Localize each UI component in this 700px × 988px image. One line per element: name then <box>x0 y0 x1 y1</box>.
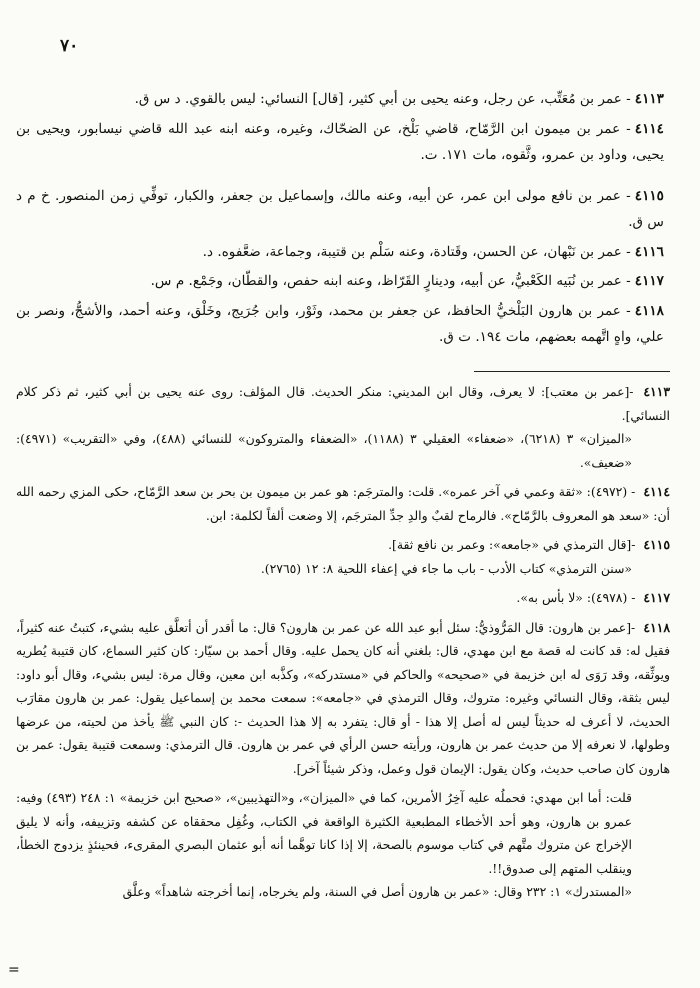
note-text: -[عمر بن معتب]: لا يعرف، وقال ابن المديني: منكر الحديث. قال المؤلف: روى عنه يحيى بن أبي كثير، ثم ذكر كلام النسائي]. <box>16 384 670 423</box>
entry-text: - عمر بن مُعَتِّب، عن رجل، وعنه يحيى بن أبي كثير، [قال] النسائي: ليس بالقوي. د س ق. <box>134 91 631 107</box>
closing-paragraph: قلت: أما ابن مهدي: فحملُه عليه آخِرُ الأمرين، كما في «الميزان»، و«التهذيبين»، «صحيح ابن خزيمة» ١: ٢٤٨ (٤٩٣) وفيه: عمرو بن هارون، وهو أحد الأخطاء المطبعية الكثيرة الواقعة في الكتاب، وغُفِل محققاه عن كشفه وتزييفه، وأنه لا يليق الإخراج عن متروك متَّهم في كتاب موسوم بالصحة، إلا إذا كانا توهَّما أنه أبو عثمان البصري المقرىء، فحينئذٍ يزدوج الخطأ، وينقلب المتهم إلى صدوق!!. <box>16 790 632 876</box>
entry-number: ٤١١٤ <box>634 120 664 137</box>
note-4113 <box>16 380 670 427</box>
entry-4114 <box>16 116 664 169</box>
note-number: ٤١١٥ <box>643 537 670 552</box>
entry-4118 <box>16 298 664 351</box>
closing-paragraph: «المستدرك» ١: ٢٣٢ وقال: «عمر بن هارون أصل في السنة، ولم يخرجاه، إنما أخرجته شاهداً» وعلَّق <box>122 884 632 899</box>
note-source: «سنن الترمذي» كتاب الأدب - باب ما جاء في إعفاء اللحية ٨: ١٢ (٢٧٦٥). <box>260 560 632 576</box>
main-text <box>16 86 664 351</box>
note-4115 <box>16 533 670 557</box>
note-text: -[عمر بن هارون: قال المَرُّوذيُّ: سئل أبو عبد الله عن عمر بن هارون؟ قال: ما أقدر أن أتعلَّق عليه بشيء، كتبتُ عنه كثيراً، فقيل له: قد كانت له قصة مع ابن مهدي، قال: بلغني أنه كان يحمل عليه. وقال أحمد بن سيّار: كان كثير السماع، كان قتيبة يُطريه ويوثِّقه، وقد رَوَى له ابن خزيمة في «صحيحه» والحاكم في «مستدركه»، وكذَّبه ابن معين، وقال مرة: ليس بشيء، وقال أبو داود: ليس بثقة، وقال النسائي وغيره: متروك، وقال الترمذي في «جامعه»: سمعت محمد بن إسماعيل يقول: عمر بن هارون مقارَب الحديث، لا أعرف له حديثاً ليس له أصل إلا هذا - أو قال: يتفرد به إلا هذا الحديث -: كان النبي ﷺ يأخذ من لحيته، من عرضها وطولها، لا نعرفه إلا من حديث عمر بن هارون، ورأيته حسن الرأي في عمر بن هارون. قال الترمذي: وسمعت قتيبة يقول: عمر بن هارون كان صاحب حديث، وكان يقول: الإيمان قول وعمل، وذكر شيئاً آخر]. <box>16 619 670 776</box>
note-4117 <box>16 586 670 610</box>
entry-4113 <box>16 86 664 113</box>
entry-text: - عمر بن ميمون ابن الرَّمّاح، قاضي بَلْخ، عن الضحّاك، وغيره، وعنه ابنه عبد الله قاضي نيسابور، ويحيى بن يحيى، وداود بن عمرو، وثَّقوه، مات ١٧١. ت. <box>16 120 664 163</box>
note-4114 <box>16 480 670 527</box>
continuation-mark: = <box>8 962 20 978</box>
note-number: ٤١١٣ <box>643 384 670 399</box>
note-text: - (٤٩٧٨): «لا بأس به». <box>516 590 636 605</box>
note-source: «الميزان» ٣ (٦٢١٨)، «ضعفاء» العقيلي ٣ (١١٨٨)، «الضعفاء والمتروكون» للنسائي (٤٨٨)، وفي «التقريب» (٤٩٧١): «ضعيف». <box>16 431 632 470</box>
note-number: ٤١١٤ <box>643 484 670 499</box>
note-number: ٤١١٧ <box>643 590 670 605</box>
entry-number: ٤١١٨ <box>634 302 664 319</box>
entry-number: ٤١١٦ <box>634 243 664 260</box>
note-number: ٤١١٨ <box>643 619 670 635</box>
entry-number: ٤١١٥ <box>634 187 664 204</box>
note-text: - (٤٩٧٢): «ثقة وعمي في آخر عمره». قلت: والمترجَم: هو عمر بن ميمون بن بحر بن سعد الرَّمّاح، حكى المزي رحمه الله أن: «سعد هو المعروف بالرَّمّاح». فالرماح لقبٌ والدِ جدِّ المترجَم، إلا وضعت ألفاً لكلمة: ابن. <box>16 484 670 523</box>
entry-text: - عمر بن هارون البَلْخيُّ الحافظ، عن جعفر بن محمد، وثَوْر، وابن جُرَيج، وخَلْق، وعنه أحمد، والأشجُّ، ونصر بن علي، واهٍ اتَّهمه بعضهم، مات ١٩٤. ت ق. <box>16 302 664 345</box>
entry-number: ٤١١٣ <box>634 91 664 107</box>
page-number: ٧٠ <box>60 36 79 56</box>
entry-4116 <box>16 239 664 266</box>
entry-text: - عمر بن نُبَيه الكَعْبيُّ، عن أبيه، ودينارٍ القَرّاظ، وعنه ابنه حفص، والقطّان، وجَمْع. م س. <box>150 273 631 289</box>
entry-number: ٤١١٧ <box>634 273 664 289</box>
entry-text: - عمر بن نافع مولى ابن عمر، عن أبيه، وعنه مالك، وإسماعيل بن جعفر، والكبار، توفِّي زمن المنصور. خ م د س ق. <box>16 187 664 230</box>
entry-text: - عمر بن نَبْهان، عن الحسن، وقَتادة، وعنه سَلْم بن قتيبة، وجماعة، ضعَّفوه. د. <box>202 243 631 260</box>
footnote-separator <box>474 371 670 372</box>
entry-4115 <box>16 183 664 236</box>
note-text: -[قال الترمذي في «جامعه»: وعمر بن نافع ثقة]. <box>388 537 636 552</box>
footnotes <box>16 380 670 904</box>
note-4118 <box>16 616 670 781</box>
entry-4117 <box>16 268 664 295</box>
